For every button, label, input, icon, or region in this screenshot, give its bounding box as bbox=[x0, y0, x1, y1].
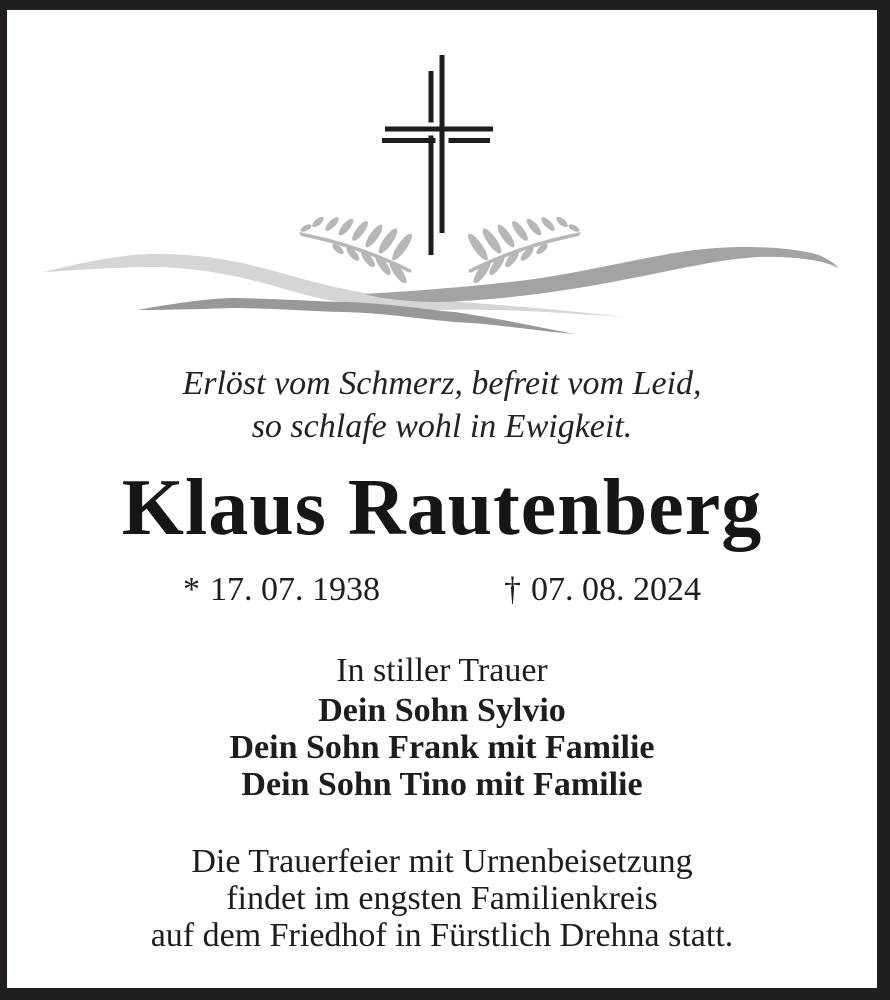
funeral-line-3: auf dem Friedhof in Fürstlich Drehna statt. bbox=[150, 917, 734, 954]
birth-date bbox=[183, 570, 380, 610]
epitaph-verse bbox=[7, 362, 877, 448]
funeral-info bbox=[7, 843, 877, 954]
life-dates bbox=[7, 570, 877, 610]
died-dagger-icon: † bbox=[504, 571, 521, 608]
mourning-intro: In stiller Trauer bbox=[336, 652, 548, 689]
mourner-line: Dein Sohn Sylvio bbox=[318, 692, 566, 729]
funeral-line-1: Die Trauerfeier mit Urnenbeisetzung bbox=[191, 843, 693, 880]
mourner-line: Dein Sohn Tino mit Familie bbox=[241, 766, 643, 803]
deceased-name: Klaus Rautenberg bbox=[121, 464, 763, 552]
birth-date-value: 17. 07. 1938 bbox=[210, 571, 380, 608]
wave-dark bbox=[365, 247, 838, 302]
wave-medium bbox=[137, 298, 575, 334]
mourner-line: Dein Sohn Frank mit Familie bbox=[229, 729, 655, 766]
wave-flourish bbox=[43, 247, 838, 334]
memorial-decoration bbox=[7, 10, 877, 355]
death-date bbox=[504, 570, 701, 610]
epitaph-line-2: so schlafe wohl in Ewigkeit. bbox=[251, 408, 633, 445]
death-date-value: 07. 08. 2024 bbox=[531, 571, 701, 608]
epitaph-line-1: Erlöst vom Schmerz, befreit vom Leid, bbox=[182, 365, 702, 402]
laurel-branch-left bbox=[299, 215, 415, 285]
cross-icon bbox=[382, 55, 493, 255]
mourning-section bbox=[7, 652, 877, 803]
funeral-line-2: findet im engsten Familienkreis bbox=[226, 880, 658, 917]
born-star-icon: * bbox=[183, 571, 200, 608]
